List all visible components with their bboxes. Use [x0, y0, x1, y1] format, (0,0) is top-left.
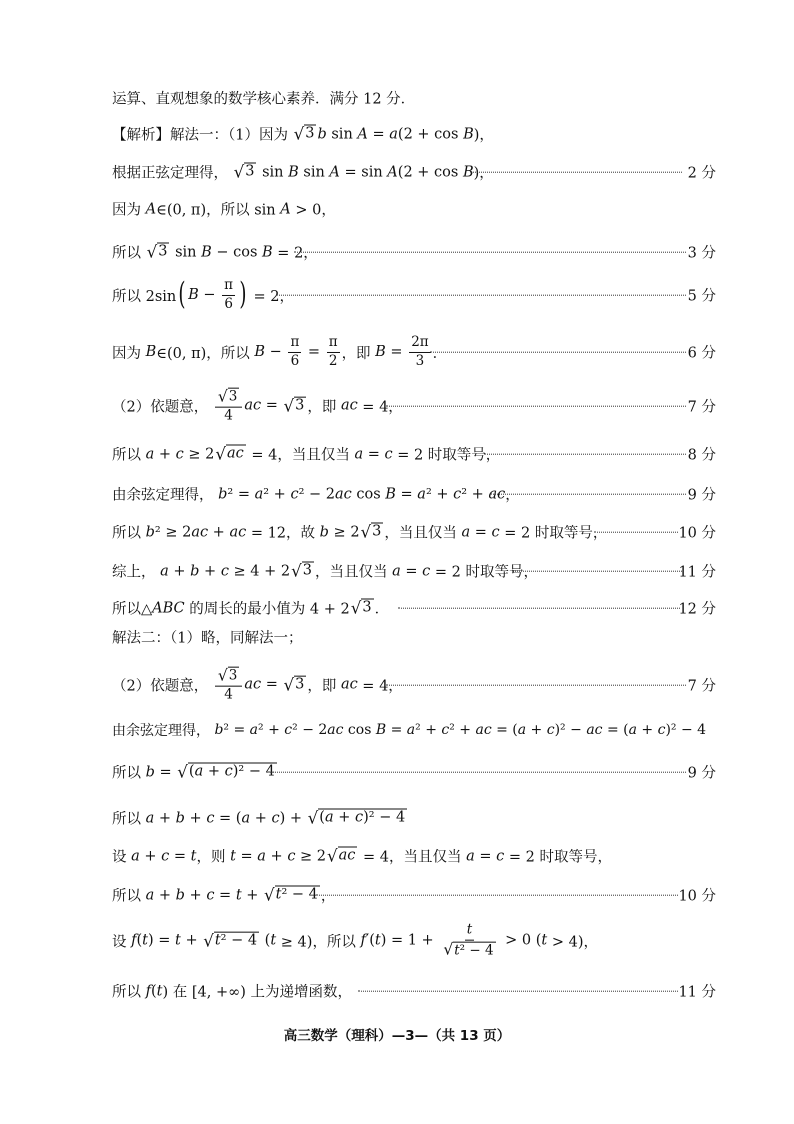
score-label: 8 分 [687, 447, 716, 464]
score-label: 11 分 [678, 984, 716, 1001]
score-label: 6 分 [687, 345, 716, 362]
line-text: 所以 √ 3 sin B − cos B = 2， [112, 242, 318, 262]
text-line [0, 662, 794, 708]
dot-leader [358, 991, 678, 992]
text-line [0, 272, 794, 318]
score-label: 3 分 [687, 245, 716, 262]
score-label: 2 分 [687, 165, 716, 182]
line-text: 所以 b = √ (a + c)² − 4 [112, 762, 275, 782]
text-line [0, 383, 794, 429]
line-text: 根据正弦定理得， √ 3 sin B sin A = sin A (2 + cos B )， [112, 162, 494, 182]
line-text: 运算、直观想象的数学核心素养．满分 12 分． [112, 91, 416, 108]
line-text: 所以 2sin ( B − $\frac{\pi}{6}$ ) = 2， [112, 276, 295, 312]
dot-leader [386, 406, 686, 407]
text-line [0, 229, 794, 275]
score-label: 9 分 [687, 765, 716, 782]
score-label: 7 分 [687, 399, 716, 416]
score-label: 10 分 [678, 888, 716, 905]
line-text: 由余弦定理得， b ² = a ² + c ² − 2 ac cos B = a ² + c ² + ac = ( a + c )² − ac = ( a + c )² − 4 [112, 722, 707, 739]
line-text: 所以△ ABC 的周长的最小值为 4 + 2 √ 3 ． [112, 598, 390, 618]
text-line [0, 329, 794, 375]
dot-leader [398, 608, 680, 609]
score-label: 10 分 [678, 525, 716, 542]
text-line [0, 872, 794, 918]
dot-leader [276, 295, 686, 296]
line-text: 所以 a + b + c = ( a + c ) + √ (a + c)² − 4 [112, 808, 406, 828]
line-text: 综上， a + b + c ≥ 4 + 2 √ 3 ，当且仅当 a = c = 2 时取等号， [112, 561, 538, 581]
dot-leader [512, 571, 682, 572]
line-text: 【解析】解法一：（1）因为 √ 3 b sin A = a (2 + cos B )， [112, 124, 494, 144]
score-label: 12 分 [678, 601, 716, 618]
score-label: 11 分 [678, 564, 716, 581]
line-text: 所以 a + c ≥ 2 √ ac = 4，当且仅当 a = c = 2 时取等号， [112, 444, 501, 464]
line-text: 因为 A ∈(0, π)，所以 sin A > 0， [112, 201, 336, 219]
line-text: （2）依题意， √ 3 4 ac = √ 3 ，即 ac = 4， [112, 387, 403, 424]
line-text: 因为 B ∈(0, π)，所以 B − $\frac{\pi}{6}$ = $\frac{\pi}{2}$ ，即 B = $\frac{2\pi}{3}$ ． [112, 333, 448, 369]
dot-leader [594, 532, 678, 533]
score-label: 5 分 [687, 288, 716, 305]
line-text: 所以 f ( t ) 在 [4, +∞) 上为递增函数， [112, 983, 352, 1001]
dot-leader [294, 252, 686, 253]
text-line [0, 614, 794, 660]
dot-leader [430, 352, 686, 353]
text-line [0, 968, 794, 1014]
score-label: 9 分 [687, 487, 716, 504]
dot-leader [484, 454, 686, 455]
text-line [0, 707, 794, 753]
text-line [0, 186, 794, 232]
dot-leader [268, 772, 686, 773]
dot-leader [470, 172, 682, 173]
text-line [0, 749, 794, 795]
page-footer: 高三数学（理科）—3—（共 13 页） [283, 1028, 511, 1044]
text-line [0, 918, 794, 964]
line-text: 由余弦定理得， b ² = a ² + c ² − 2 ac cos B = a ² + c ² + ac ， [112, 486, 520, 504]
dot-leader [316, 895, 678, 896]
line-text: 设 f ( t ) = t + √ t² − 4 ( t ≥ 4)，所以 f ′( t ) = 1 + t √ t² − 4 > 0 ( t > 4)， [112, 921, 598, 959]
line-text: （2）依题意， √ 3 4 ac = √ 3 ，即 ac = 4， [112, 666, 403, 703]
line-text: 所以 b ² ≥ 2 ac + ac = 12，故 b ≥ 2 √ 3 ，当且仅当 a = c = 2 时取等号， [112, 522, 608, 542]
dot-leader [490, 494, 686, 495]
line-text: 设 a + c = t ，则 t = a + c ≥ 2 √ ac = 4，当且仅当 a = c = 2 时取等号， [112, 846, 612, 866]
dot-leader [386, 685, 686, 686]
line-text: 所以 a + b + c = t + √ t² − 4 ， [112, 885, 336, 905]
score-label: 7 分 [687, 678, 716, 695]
line-text: 解法二：（1）略，同解法一； [112, 630, 303, 647]
